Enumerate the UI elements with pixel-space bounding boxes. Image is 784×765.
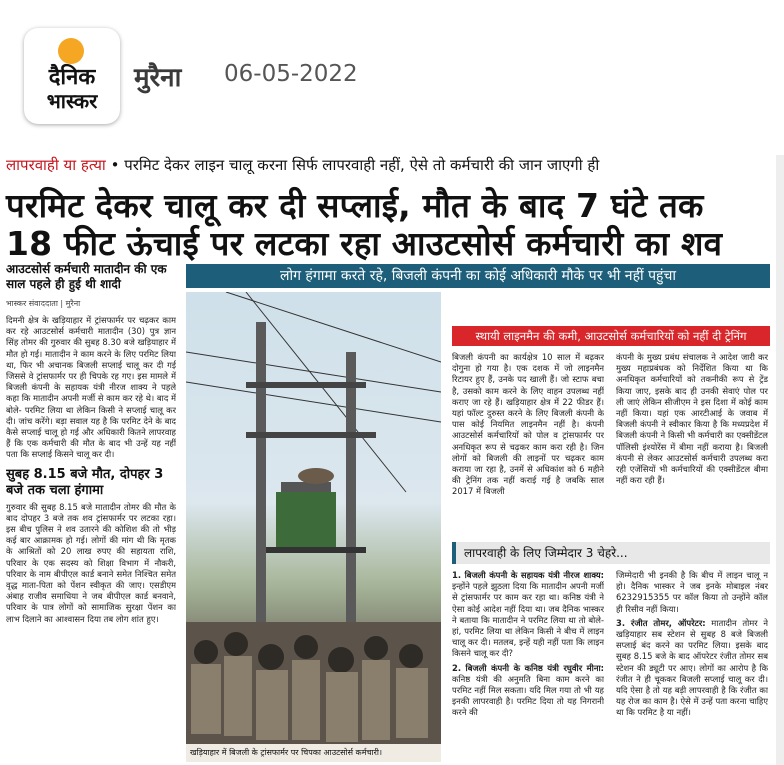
box2-lead3: 3. रंजीत तोमर, ऑपरेटर: [616, 617, 706, 628]
sun-icon [58, 38, 84, 64]
logo-text-line2: भास्कर [46, 89, 98, 113]
box2-column1 [452, 570, 604, 762]
box2-lead2: 2. बिजली कंपनी के कनिष्ठ यंत्री रघुवीर मीना: [452, 662, 604, 673]
pole-left [256, 322, 266, 652]
box2-text1: इन्होंने पहले झुठला दिया कि मातादीन अपनी मर्जी से ट्रांसफार्मर पर काम कर रहा था। कनिष्ठ यंत्री ने ऐसा कोई आदेश नहीं दिया था। जब दैनिक भास्कर ने बताया कि मातादीन ने परमिट लिया था तो बोले- हां, परमिट लिया था लेकिन किसी ने बीच में लाइन चालू कर दी। मतलब, इन्हें यही नहीं पता कि लाइन किसने चालू कर दी? [452, 581, 604, 659]
box2-text1b: कनिष्ठ यंत्री की अनुमति बिना काम करने का परमिट नहीं मिल सकता। यदि मिल गया तो भी यह इनकी लापरवाही है। परमिट दिया तो यह निगरानी करने की [452, 673, 604, 718]
left-subhead: सुबह 8.15 बजे मौत, दोपहर 3 बजे तक चला हंगामा [6, 466, 164, 498]
news-photo [186, 292, 441, 762]
left-column [6, 262, 176, 762]
edition-date: 06-05-2022 [224, 61, 358, 87]
box2-text2: जिम्मेदारी भी इनकी है कि बीच में लाइन चालू न हो। दैनिक भास्कर ने जब इनके मोबाइल नंबर 6232915355 पर कॉल किया तो उन्होंने कॉल ही रिसीव नहीं किया। [616, 570, 768, 614]
byline: भास्कर संवाददाता | मुरैना [6, 299, 81, 308]
box2-title: लापरवाही के लिए जिम्मेदार 3 चेहरे... [452, 542, 770, 564]
kicker-text: परमिट देकर लाइन चालू करना सिर्फ लापरवाही नहीं, ऐसे तो कर्मचारी की जान जाएगी ही [124, 156, 600, 174]
left-body-text: दिमनी क्षेत्र के खड़ियाहार में ट्रांसफार्मर पर चढ़कर काम कर रहे आउटसोर्स कर्मचारी मातादीन (30) पुत्र ज्ञान सिंह तोमर की गुरुवार की सुबह 8.30 बजे खड़ियाहार में मौत हो गई। मातादीन ने काम करने के लिए परमिट लिया था, फिर भी अचानक बिजली सप्लाई चालू कर दी गई जिससे वे ट्रांसफार्मर पर ही चिपके रह गए। इस मामले में बिजली कंपनी के सहायक यंत्री नीरज शाक्य ने पहले कहा कि मातादीन अपनी मर्जी से काम कर रहे थे। बाद में बोले- परमिट लिया था लेकिन किसी ने सप्लाई चालू कर दी। जांच करेंगे। बड़ा सवाल यह है कि परमिट देने के बाद कैसे सप्लाई चालू हो गई और अधिकारी कितने लापरवाह हैं कि एक कर्मचारी की मौत के बाद भी उन्हें यह नहीं पता कि सप्लाई किसने चालू कर दी। [6, 315, 176, 460]
dainik-bhaskar-logo [24, 28, 120, 124]
kicker-line [6, 155, 776, 175]
transformer [276, 492, 336, 547]
box1-column2: कंपनी के मुख्य प्रबंध संचालक ने आदेश जारी कर मुख्य महाप्रबंधक को निर्देशित किया था कि अनधिकृत कर्मचारियों को तकनीकी रूप से ट्रेंड किया जाए, इसके बाद ही उनकी सेवाएं पोल पर ली जाएं लेकिन सीजीएम ने इस दिशा में कोई काम नहीं किया। यहां एक आरटीआई के जवाब में बिजली कंपनी ने स्वीकार किया है कि मध्यप्रदेश में बिजली कंपनी ने किसी भी कर्मचारी का एक्सीडेंटल पॉलिसी इंश्योरेंस में बीमा नहीं कराया है। बिजली कंपनी से लेकर आउटसोर्स कर्मचारी उपलब्ध करा रही एजेंसियों भी कर्मचारियों की एक्सीडेंटल बीमा नहीं करा रही हैं। [616, 352, 768, 486]
left-body-text-2: गुरुवार की सुबह 8.15 बजे मातादीन तोमर की मौत के बाद दोपहर 3 बजे तक शव ट्रांसफार्मर पर लटका रहा। इस बीच पुलिस ने शव उतारने की कोशिश की तो भीड़ कई बार आक्रामक हो गई। लोगों की मांग थी कि मृतक के आश्रितों को 20 लाख रुपए की सहायता राशि, परिवार के एक सदस्य को शिक्षा विभाग में नौकरी, परिवार के नाम बीपीएल कार्ड बनाने समेत निश्चित समेत वृद्ध माता-पिता को पेंशन स्वीकृत की जाए। एसडीएम अंबाह राजीव समाधिया ने जब बीपीएल कार्ड बनवाने, परिवार के पात्र लोगों को सामाजिक सुरक्षा पेंशन का लाभ दिलाने का आश्वासन दिया तब लोग शांत हुए। [6, 501, 176, 624]
masthead [0, 0, 784, 140]
pole-right [346, 352, 356, 662]
teal-banner: लोग हंगामा करते रहे, बिजली कंपनी का कोई अधिकारी मौके पर भी नहीं पहुंचा [186, 264, 770, 288]
headline-line1: परमिट देकर चालू कर दी सप्लाई, मौत के बाद 7 घंटे तक [6, 186, 704, 225]
headline-line2: 18 फीट ऊंचाई पर लटका रहा आउटसोर्स कर्मचारी का शव [6, 224, 723, 263]
subheadline: आउटसोर्स कर्मचारी मातादीन की एक साल पहले ही हुई थी शादी [6, 262, 167, 291]
box1-title: स्थायी लाइनमैन की कमी, आउटसोर्स कर्मचारियों को नहीं दी ट्रेनिंग [452, 326, 770, 346]
box1-body [452, 352, 770, 534]
photo-caption: खड़ियाहार में बिजली के ट्रांसफार्मर पर चिपका आउटसोर्स कर्मचारी। [186, 744, 441, 762]
kicker-bullet: • [110, 156, 125, 174]
box2-text2b: मातादीन तोमर ने खड़ियाहार सब स्टेशन से सुबह 8 बजे बिजली सप्लाई बंद करने का परमिट लिया। इसके बाद सुबह 8.15 बजे के बाद ऑपरेटर रंजीत तोमर सब स्टेशन की ड्यूटी पर आए। लोगों का आरोप है कि रंजीत ने ही चूककर बिजली सप्लाई चालू कर दी। यदि ऐसा है तो यह बड़ी लापरवाही है कि रंजीत का यह रोज का काम है। ऐसे में उन्हें पता करना चाहिए था कि परमिट है या नहीं। [616, 617, 768, 718]
box2-column2 [616, 570, 768, 762]
box2-lead1: 1. बिजली कंपनी के सहायक यंत्री नीरज शाक्य: [452, 570, 604, 580]
adjacent-column-edge [776, 155, 784, 765]
worker-figure [298, 468, 334, 484]
box2-body [452, 570, 770, 762]
box1-column1: बिजली कंपनी का कार्यक्षेत्र 10 साल में बढ़कर दोगुना हो गया है। एक दशक में जो लाइनमैन रिटायर हुए हैं, उनके पद खाली हैं। जो स्टाफ बचा है, उसको काम करने के लिए वाहन उपलब्ध नहीं कराए जा रहे हैं। खड़ियाहार क्षेत्र में 22 फीडर हैं। यहां फॉल्ट दुरुस्त करने के लिए बिजली कंपनी के पास कोई नियमित लाइनमैन नहीं है। कंपनी आउटसोर्स कर्मचारियों को पोल व ट्रांसफार्मर पर अनधिकृत रूप से चढ़कर काम करा रही है। जिन लोगों को बिजली की लाइनों पर चढ़कर काम कराया जा रहा है, उनमें से अधिकांश को 6 महीने की ट्रेनिंग तक नहीं कराई गई है जबकि साल 2017 में बिजली [452, 352, 604, 497]
logo-text-line1: दैनिक [48, 65, 96, 90]
city-name: मुरैना [134, 63, 182, 93]
transformer-scene-illustration [186, 292, 441, 762]
kicker-tag: लापरवाही या हत्या [6, 156, 106, 174]
